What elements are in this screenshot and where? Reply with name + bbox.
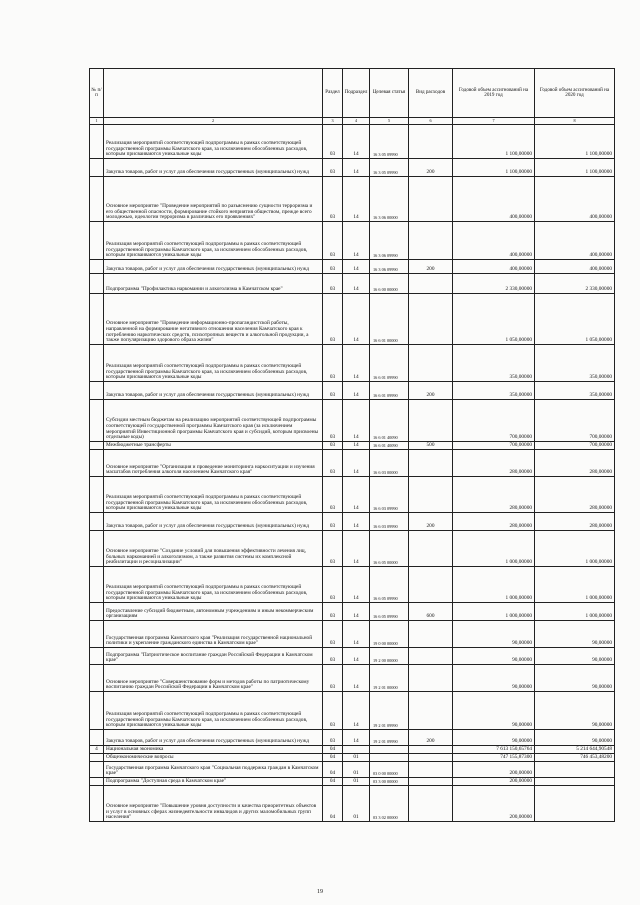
row-razdel-cell: 03	[323, 382, 343, 400]
row-number-cell	[90, 567, 104, 603]
col-number: 2	[104, 118, 323, 125]
row-name-cell: Закупка товаров, работ и услуг для обеспечения государственных (муниципальных) нужд	[104, 159, 323, 177]
row-expense-type-cell	[409, 762, 453, 778]
row-2019-cell: 200,00000	[453, 762, 535, 778]
row-2019-cell: 1 000,00000	[453, 567, 535, 603]
table-row	[90, 400, 615, 442]
row-2020-cell: 280,00000	[535, 450, 615, 477]
row-2019-cell: 350,00000	[453, 345, 535, 382]
row-razdel-cell: 04	[323, 778, 343, 786]
row-podrazdel-cell: 01	[343, 754, 370, 762]
row-2019-cell: 400,00000	[453, 260, 535, 274]
table-row	[90, 567, 615, 603]
row-podrazdel-cell: 01	[343, 762, 370, 778]
row-2019-cell: 400,00000	[453, 222, 535, 260]
row-number-cell	[90, 274, 104, 294]
row-razdel-cell: 04	[323, 762, 343, 778]
row-2019-cell: 90,00000	[453, 665, 535, 692]
row-number-cell	[90, 754, 104, 762]
row-name-cell: Основное мероприятие "Повышение уровня доступности и качества приоритетных объектов и услуг в основных сферах жизнедеятельности инвалидов и других маломобильных групп населения"	[104, 786, 323, 822]
row-razdel-cell: 03	[323, 531, 343, 567]
row-name-cell: Основное мероприятие "Проведение информационно-пропагандистской работы, направленной на формирование негативного отношения населения Камчатского края к потреблению наркотических средств, психотропных веществ и алкогольной продукции, а также популяризацию здорового образа жизни"	[104, 294, 323, 345]
table-body	[90, 125, 615, 822]
row-podrazdel-cell: 14	[343, 125, 370, 159]
table-row	[90, 345, 615, 382]
row-number-cell	[90, 159, 104, 177]
page-number: 19	[317, 889, 323, 895]
row-target-article-cell	[370, 754, 409, 762]
row-target-article-cell: 16 3 05 09990	[370, 159, 409, 177]
row-podrazdel-cell: 14	[343, 567, 370, 603]
row-2019-cell: 2 330,00000	[453, 274, 535, 294]
row-target-article-cell	[370, 746, 409, 754]
row-razdel-cell: 03	[323, 159, 343, 177]
row-expense-type-cell: 200	[409, 260, 453, 274]
row-expense-type-cell: 600	[409, 603, 453, 621]
row-number-cell	[90, 762, 104, 778]
row-target-article-cell: 16 3 06 09990	[370, 260, 409, 274]
row-name-cell: Основное мероприятие "Создание условий для повышения эффективности лечения лиц, больных наркоманией и алкоголизмом, а также развития системы их комплексной реабилитации и ресоциализации"	[104, 531, 323, 567]
row-name-cell: Реализация мероприятий соответствующей подпрограммы в рамках соответствующей государственной программы Камчатского края, за исключением обособленных расходов, которым присваиваются уникальные коды	[104, 567, 323, 603]
row-expense-type-cell	[409, 477, 453, 513]
row-name-cell: Межбюджетные трансферты	[104, 442, 323, 450]
row-name-cell: Основное мероприятие "Проведение мероприятий по разъяснению сущности терроризма и его общественной опасности, формирование стойкого неприятия обществом, прежде всего молодежью, идеологии терроризма в различных его проявлениях"	[104, 177, 323, 222]
row-number-cell	[90, 345, 104, 382]
row-2019-cell: 90,00000	[453, 692, 535, 730]
row-2020-cell: 1 050,00000	[535, 294, 615, 345]
row-2020-cell: 1 000,00000	[535, 531, 615, 567]
table-row	[90, 786, 615, 822]
row-podrazdel-cell: 14	[343, 159, 370, 177]
header-2020: Годовой объем ассигнований на 2020 год	[535, 69, 615, 118]
row-number-cell	[90, 621, 104, 648]
row-razdel-cell: 03	[323, 294, 343, 345]
row-expense-type-cell: 200	[409, 382, 453, 400]
row-target-article-cell: 16 6 05 00000	[370, 531, 409, 567]
row-razdel-cell: 04	[323, 786, 343, 822]
row-2020-cell: 400,00000	[535, 177, 615, 222]
row-target-article-cell: 19 2 01 00000	[370, 665, 409, 692]
header-razdel: Раздел	[323, 69, 343, 118]
row-2020-cell: 746 453,48200	[535, 754, 615, 762]
header-podrazdel: Подраздел	[343, 69, 370, 118]
row-target-article-cell: 16 6 03 09990	[370, 513, 409, 531]
row-target-article-cell: 16 3 06 00000	[370, 177, 409, 222]
header-name	[104, 69, 323, 118]
row-target-article-cell: 16 6 01 00000	[370, 294, 409, 345]
row-2020-cell: 700,00000	[535, 442, 615, 450]
budget-table	[89, 68, 615, 822]
row-number-cell	[90, 125, 104, 159]
row-2020-cell	[535, 762, 615, 778]
row-podrazdel-cell: 14	[343, 692, 370, 730]
row-name-cell: Закупка товаров, работ и услуг для обеспечения государственных (муниципальных) нужд	[104, 513, 323, 531]
row-expense-type-cell	[409, 125, 453, 159]
row-podrazdel-cell: 14	[343, 648, 370, 665]
row-2020-cell: 90,00000	[535, 730, 615, 746]
row-razdel-cell: 03	[323, 665, 343, 692]
table-row	[90, 450, 615, 477]
row-expense-type-cell	[409, 531, 453, 567]
table-row	[90, 477, 615, 513]
row-podrazdel-cell: 14	[343, 603, 370, 621]
row-2020-cell: 700,00000	[535, 400, 615, 442]
row-razdel-cell: 03	[323, 621, 343, 648]
table-row	[90, 222, 615, 260]
row-razdel-cell: 03	[323, 177, 343, 222]
row-razdel-cell: 03	[323, 730, 343, 746]
row-expense-type-cell	[409, 754, 453, 762]
col-number: 4	[343, 118, 370, 125]
row-target-article-cell: 19 2 01 09990	[370, 692, 409, 730]
row-number-cell	[90, 477, 104, 513]
row-razdel-cell: 03	[323, 442, 343, 450]
row-2020-cell: 1 000,00000	[535, 567, 615, 603]
row-2020-cell: 280,00000	[535, 477, 615, 513]
row-podrazdel-cell: 14	[343, 274, 370, 294]
col-number: 3	[323, 118, 343, 125]
row-podrazdel-cell: 14	[343, 222, 370, 260]
row-target-article-cell: 16 6 01 09990	[370, 345, 409, 382]
row-2020-cell: 400,00000	[535, 222, 615, 260]
row-razdel-cell: 03	[323, 345, 343, 382]
row-expense-type-cell	[409, 692, 453, 730]
table-row	[90, 125, 615, 159]
row-name-cell: Субсидии местным бюджетам на реализацию мероприятий соответствующей подпрограммы соответствующей государственной программы Камчатского края (за исключением мероприятий Инвестиционной программы Камчатского края и субсидий, которым присвоены отдельные коды)	[104, 400, 323, 442]
row-name-cell: Предоставление субсидий бюджетным, автономным учреждениям и иным некоммерческим организациям	[104, 603, 323, 621]
row-expense-type-cell	[409, 665, 453, 692]
row-expense-type-cell	[409, 222, 453, 260]
row-number-cell	[90, 513, 104, 531]
column-number-row	[90, 118, 615, 125]
row-2019-cell: 1 100,00000	[453, 125, 535, 159]
row-expense-type-cell	[409, 177, 453, 222]
row-target-article-cell: 19 2 00 00000	[370, 648, 409, 665]
table-row	[90, 730, 615, 746]
row-number-cell	[90, 450, 104, 477]
row-2019-cell: 350,00000	[453, 382, 535, 400]
row-2020-cell	[535, 786, 615, 822]
row-number-cell	[90, 222, 104, 260]
row-expense-type-cell: 500	[409, 442, 453, 450]
table-row	[90, 665, 615, 692]
row-podrazdel-cell: 01	[343, 778, 370, 786]
row-name-cell: Закупка товаров, работ и услуг для обеспечения государственных (муниципальных) нужд	[104, 382, 323, 400]
row-number-cell	[90, 260, 104, 274]
row-podrazdel-cell: 01	[343, 786, 370, 822]
row-expense-type-cell: 200	[409, 159, 453, 177]
col-number: 1	[90, 118, 104, 125]
row-number-cell	[90, 648, 104, 665]
table-row	[90, 159, 615, 177]
row-razdel-cell: 04	[323, 754, 343, 762]
table-row	[90, 754, 615, 762]
row-2019-cell: 7 613 150,65764	[453, 746, 535, 754]
row-number-cell	[90, 730, 104, 746]
row-2020-cell: 90,00000	[535, 621, 615, 648]
row-razdel-cell: 03	[323, 567, 343, 603]
row-podrazdel-cell: 14	[343, 294, 370, 345]
row-2019-cell: 280,00000	[453, 513, 535, 531]
row-number-cell: 4	[90, 746, 104, 754]
row-expense-type-cell: 200	[409, 513, 453, 531]
row-target-article-cell: 16 6 00 00000	[370, 274, 409, 294]
row-name-cell: Реализация мероприятий соответствующей подпрограммы в рамках соответствующей государственной программы Камчатского края, за исключением обособленных расходов, которым присваиваются уникальные коды	[104, 222, 323, 260]
row-2019-cell: 1 100,00000	[453, 159, 535, 177]
row-razdel-cell: 03	[323, 260, 343, 274]
row-2020-cell: 1 100,00000	[535, 125, 615, 159]
row-podrazdel-cell: 14	[343, 382, 370, 400]
row-2019-cell: 700,00000	[453, 442, 535, 450]
row-razdel-cell: 03	[323, 125, 343, 159]
table-row	[90, 762, 615, 778]
row-razdel-cell: 03	[323, 603, 343, 621]
row-2019-cell: 90,00000	[453, 621, 535, 648]
row-podrazdel-cell	[343, 746, 370, 754]
row-podrazdel-cell: 14	[343, 730, 370, 746]
row-2020-cell: 90,00000	[535, 648, 615, 665]
row-expense-type-cell	[409, 450, 453, 477]
row-2019-cell: 1 000,00000	[453, 603, 535, 621]
row-number-cell	[90, 442, 104, 450]
row-razdel-cell: 03	[323, 450, 343, 477]
row-2019-cell: 200,00000	[453, 786, 535, 822]
row-podrazdel-cell: 14	[343, 665, 370, 692]
row-podrazdel-cell: 14	[343, 400, 370, 442]
row-razdel-cell: 03	[323, 477, 343, 513]
row-2020-cell: 1 100,00000	[535, 159, 615, 177]
row-target-article-cell: 16 6 01 40090	[370, 400, 409, 442]
row-expense-type-cell	[409, 746, 453, 754]
row-podrazdel-cell: 14	[343, 477, 370, 513]
table-row	[90, 746, 615, 754]
col-number: 6	[409, 118, 453, 125]
row-expense-type-cell	[409, 345, 453, 382]
row-name-cell: Реализация мероприятий соответствующей подпрограммы в рамках соответствующей государственной программы Камчатского края, за исключением обособленных расходов, которым присваиваются уникальные коды	[104, 345, 323, 382]
header-target-article: Целевая статья	[370, 69, 409, 118]
row-2019-cell: 1 000,00000	[453, 531, 535, 567]
row-name-cell: Реализация мероприятий соответствующей подпрограммы в рамках соответствующей государственной программы Камчатского края, за исключением обособленных расходов, которым присваиваются уникальные коды	[104, 125, 323, 159]
table-row	[90, 531, 615, 567]
row-name-cell: Основное мероприятие "Организация и проведение мониторинга наркоситуации и изучения масштабов потребления алкоголя населением Камчатского края"	[104, 450, 323, 477]
row-2019-cell: 400,00000	[453, 177, 535, 222]
row-number-cell	[90, 786, 104, 822]
row-razdel-cell: 03	[323, 222, 343, 260]
row-podrazdel-cell: 14	[343, 621, 370, 648]
row-2020-cell: 90,00000	[535, 665, 615, 692]
row-expense-type-cell	[409, 567, 453, 603]
row-number-cell	[90, 692, 104, 730]
row-name-cell: Реализация мероприятий соответствующей подпрограммы в рамках соответствующей государственной программы Камчатского края, за исключением обособленных расходов, которым присваиваются уникальные коды	[104, 692, 323, 730]
header-expense-type: Вид расходов	[409, 69, 453, 118]
row-target-article-cell: 16 6 03 09990	[370, 477, 409, 513]
row-name-cell: Основное мероприятие "Совершенствование форм и методов работы по патриотическому воспитанию граждан Российской Федерации в Камчатском крае"	[104, 665, 323, 692]
row-2020-cell: 2 330,00000	[535, 274, 615, 294]
row-name-cell: Государственная программа Камчатского края "Реализация государственной национальной политики и укрепление гражданского единства в Камчатском крае"	[104, 621, 323, 648]
row-2019-cell: 280,00000	[453, 477, 535, 513]
row-target-article-cell: 03 3 00 00000	[370, 778, 409, 786]
row-target-article-cell: 16 3 06 09990	[370, 222, 409, 260]
row-podrazdel-cell: 14	[343, 345, 370, 382]
row-target-article-cell: 03 0 00 00000	[370, 762, 409, 778]
row-expense-type-cell	[409, 400, 453, 442]
table-row	[90, 294, 615, 345]
table-row	[90, 442, 615, 450]
row-name-cell: Национальная экономика	[104, 746, 323, 754]
row-2020-cell: 350,00000	[535, 382, 615, 400]
row-name-cell: Подпрограмма "Патриотическое воспитание граждан Российской Федерации в Камчатском крае"	[104, 648, 323, 665]
row-target-article-cell: 16 6 05 09990	[370, 567, 409, 603]
row-name-cell: Закупка товаров, работ и услуг для обеспечения государственных (муниципальных) нужд	[104, 730, 323, 746]
row-name-cell: Подпрограмма "Доступная среда в Камчатском крае"	[104, 778, 323, 786]
col-number: 8	[535, 118, 615, 125]
table-row	[90, 603, 615, 621]
row-podrazdel-cell: 14	[343, 450, 370, 477]
row-2019-cell: 700,00000	[453, 400, 535, 442]
header-2019: Годовой объем ассигнований на 2019 год	[453, 69, 535, 118]
row-razdel-cell: 03	[323, 648, 343, 665]
row-expense-type-cell	[409, 786, 453, 822]
row-target-article-cell: 16 6 01 40090	[370, 442, 409, 450]
row-target-article-cell: 19 2 01 09990	[370, 730, 409, 746]
table-row	[90, 274, 615, 294]
row-target-article-cell: 16 3 05 09990	[370, 125, 409, 159]
table-row	[90, 621, 615, 648]
row-name-cell: Государственная программа Камчатского края "Социальная поддержка граждан в Камчатском крае"	[104, 762, 323, 778]
table-row	[90, 382, 615, 400]
table-row	[90, 692, 615, 730]
row-podrazdel-cell: 14	[343, 531, 370, 567]
row-razdel-cell: 03	[323, 513, 343, 531]
row-podrazdel-cell: 14	[343, 177, 370, 222]
row-target-article-cell: 16 6 01 09990	[370, 382, 409, 400]
row-number-cell	[90, 531, 104, 567]
row-name-cell: Подпрограмма "Профилактика наркомании и алкоголизма в Камчатском крае"	[104, 274, 323, 294]
row-2020-cell: 400,00000	[535, 260, 615, 274]
row-number-cell	[90, 778, 104, 786]
row-2020-cell: 5 214 644,90548	[535, 746, 615, 754]
row-name-cell: Закупка товаров, работ и услуг для обеспечения государственных (муниципальных) нужд	[104, 260, 323, 274]
row-razdel-cell: 03	[323, 274, 343, 294]
row-target-article-cell: 03 3 02 00000	[370, 786, 409, 822]
row-razdel-cell: 03	[323, 400, 343, 442]
header-num: № п/п	[90, 69, 104, 118]
row-2019-cell: 747 155,87300	[453, 754, 535, 762]
row-target-article-cell: 16 6 03 00000	[370, 450, 409, 477]
row-podrazdel-cell: 14	[343, 513, 370, 531]
row-expense-type-cell: 200	[409, 730, 453, 746]
table-row	[90, 778, 615, 786]
row-number-cell	[90, 400, 104, 442]
row-2020-cell: 280,00000	[535, 513, 615, 531]
table-header-row	[90, 69, 615, 118]
row-razdel-cell: 03	[323, 692, 343, 730]
col-number: 7	[453, 118, 535, 125]
col-number: 5	[370, 118, 409, 125]
row-expense-type-cell	[409, 621, 453, 648]
table-row	[90, 177, 615, 222]
row-razdel-cell: 04	[323, 746, 343, 754]
row-name-cell: Общеэкономические вопросы	[104, 754, 323, 762]
row-2019-cell: 1 050,00000	[453, 294, 535, 345]
row-number-cell	[90, 665, 104, 692]
row-expense-type-cell	[409, 778, 453, 786]
row-2020-cell: 90,00000	[535, 692, 615, 730]
row-target-article-cell: 19 0 00 00000	[370, 621, 409, 648]
row-2020-cell: 350,00000	[535, 345, 615, 382]
row-2020-cell	[535, 778, 615, 786]
row-target-article-cell: 16 6 05 09990	[370, 603, 409, 621]
table-row	[90, 648, 615, 665]
row-2020-cell: 1 000,00000	[535, 603, 615, 621]
row-2019-cell: 90,00000	[453, 648, 535, 665]
row-expense-type-cell	[409, 274, 453, 294]
row-podrazdel-cell: 14	[343, 442, 370, 450]
table-row	[90, 260, 615, 274]
row-number-cell	[90, 382, 104, 400]
row-2019-cell: 280,00000	[453, 450, 535, 477]
row-number-cell	[90, 603, 104, 621]
row-expense-type-cell	[409, 294, 453, 345]
row-number-cell	[90, 294, 104, 345]
row-name-cell: Реализация мероприятий соответствующей подпрограммы в рамках соответствующей государственной программы Камчатского края, за исключением обособленных расходов, которым присваиваются уникальные коды	[104, 477, 323, 513]
row-podrazdel-cell: 14	[343, 260, 370, 274]
row-2019-cell: 200,00000	[453, 778, 535, 786]
row-number-cell	[90, 177, 104, 222]
row-expense-type-cell	[409, 648, 453, 665]
row-2019-cell: 90,00000	[453, 730, 535, 746]
table-row	[90, 513, 615, 531]
